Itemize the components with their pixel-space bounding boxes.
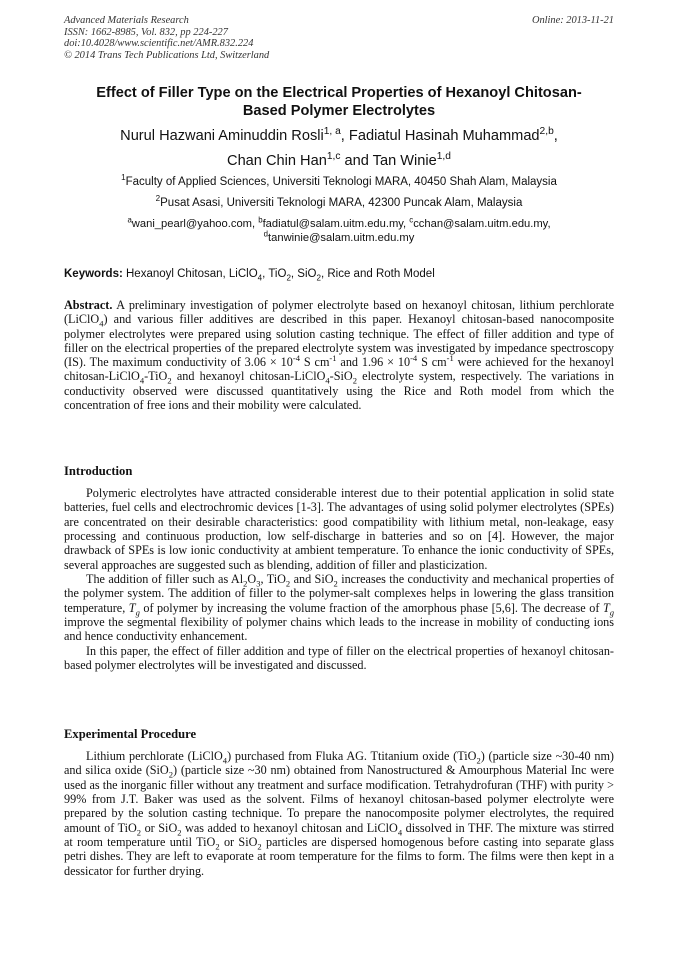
abstract-text: A preliminary investigation of polymer electrolyte based on hexanoyl chitosan, lithium perchlorate (LiClO bbox=[64, 298, 614, 327]
affiliation-2 bbox=[64, 196, 614, 211]
abstract-text: and hexanoyl chitosan-LiClO bbox=[171, 369, 326, 384]
journal-name: Advanced Materials Research bbox=[64, 15, 189, 26]
author-line-1 bbox=[64, 124, 614, 149]
intro-text: improve the segmental flexibility of polymer chains which leads to the increase in mobility of conducting ions and hence conductivity enhancement. bbox=[64, 615, 614, 644]
keyword-sub: 2 bbox=[316, 273, 321, 283]
online-date: Online: 2013-11-21 bbox=[531, 15, 614, 26]
exp-sub: 2 bbox=[177, 827, 182, 838]
abstract-sup: -1 bbox=[329, 353, 337, 364]
email-d[interactable]: tanwinie@salam.uitm.edu.my bbox=[268, 232, 415, 244]
affiliation-1-text: Faculty of Applied Sciences, Universiti Teknologi MARA, 40450 Shah Alam, Malaysia bbox=[125, 176, 557, 188]
author-line-2 bbox=[64, 149, 614, 174]
intro-text: increases the conductivity and mechanical properties of the polymer system. The addition of filler to the polymer-salt complexes helps in lowering the glass transition temperature, bbox=[64, 572, 615, 615]
tg-sub: g bbox=[609, 607, 614, 618]
abstract-sub: 4 bbox=[325, 375, 330, 386]
exp-text: was added to hexanoyl chitosan and LiClO bbox=[181, 820, 398, 835]
exp-text: or SiO bbox=[141, 820, 178, 835]
tg-symbol: T bbox=[128, 600, 136, 615]
exp-text: ) purchased from Fluka AG. Ttitanium oxide (TiO bbox=[227, 749, 477, 763]
journal-header bbox=[64, 15, 269, 62]
author-and: and bbox=[340, 153, 373, 169]
intro-text: The addition of filler such as Al bbox=[86, 572, 244, 587]
experimental-body bbox=[64, 749, 614, 878]
author-1-sup: 1, a bbox=[323, 126, 341, 138]
copyright-line: © 2014 Trans Tech Publications Ltd, Switzerland bbox=[64, 50, 270, 62]
author-2-sup: 2,b bbox=[539, 126, 554, 138]
affiliation-2-text: Pusat Asasi, Universiti Teknologi MARA, 42300 Puncak Alam, Malaysia bbox=[160, 197, 523, 209]
intro-sub: 2 bbox=[285, 578, 291, 589]
author-list bbox=[64, 124, 614, 174]
introduction-heading: Introduction bbox=[64, 464, 133, 478]
intro-paragraph-1: Polymeric electrolytes have attracted considerable interest due to their potential application in solid state batteries, fuel cells and electrochromic devices [1-3]. The advantages of using solid polymer electrolytes (SPEs) are concentrated on their desirable characteristics: good compatibility with lithium metal, non-leakage, easy processing and continuous production, low self-discharge in batteries and so on [4]. However, the major drawback of SPEs is low ionic conductivity at ambient temperature. To enhance the ionic conductivity of SPEs, several approaches are suggested such as blending, addition of filler and plasticization. bbox=[64, 486, 614, 572]
keyword-sub: 4 bbox=[257, 273, 263, 283]
author-1: Nurul Hazwani Aminuddin Rosli bbox=[120, 128, 324, 144]
abstract-sub: 4 bbox=[99, 318, 104, 329]
author-sep: , bbox=[553, 128, 558, 144]
author-3-sup: 1,c bbox=[326, 151, 341, 163]
emails-line-2 bbox=[64, 231, 614, 245]
author-4-sup: 1,d bbox=[436, 151, 451, 163]
abstract bbox=[64, 298, 614, 412]
keyword-text: , SiO bbox=[290, 268, 317, 280]
tg-symbol: T bbox=[602, 600, 610, 615]
exp-sub: 2 bbox=[215, 841, 220, 852]
intro-text: and SiO bbox=[290, 572, 334, 587]
author-4: Tan Winie bbox=[372, 153, 437, 169]
abstract-text: S cm bbox=[299, 355, 330, 370]
experimental-paragraph bbox=[64, 749, 614, 878]
affiliation-1 bbox=[64, 175, 614, 190]
affiliation-1-sup: 1 bbox=[121, 173, 126, 183]
email-a-sup: a bbox=[127, 215, 132, 225]
email-b-sup: b bbox=[258, 215, 263, 225]
abstract-sub: 2 bbox=[167, 375, 172, 386]
paper-title bbox=[64, 84, 614, 120]
exp-sub: 2 bbox=[168, 769, 173, 780]
keyword-text: , TiO bbox=[262, 268, 287, 280]
issn-line: ISSN: 1662-8985, Vol. 832, pp 224-227 bbox=[64, 26, 228, 38]
keyword-sub: 2 bbox=[286, 273, 291, 283]
exp-sub: 4 bbox=[397, 827, 403, 838]
title-line-1: Effect of Filler Type on the Electrical Properties of Hexanoyl Chitosan- bbox=[96, 85, 582, 101]
intro-sub: 2 bbox=[333, 578, 338, 589]
author-2: Fadiatul Hasinah Muhammad bbox=[348, 128, 540, 144]
keyword-text: Hexanoyl Chitosan, LiClO bbox=[122, 268, 258, 280]
exp-text: or SiO bbox=[219, 835, 258, 850]
emails-line-1 bbox=[64, 217, 614, 231]
author-3: Chan Chin Han bbox=[227, 153, 327, 169]
keyword-text: , Rice and Roth Model bbox=[320, 268, 435, 280]
abstract-text: -TiO bbox=[144, 369, 168, 384]
email-c-sup: c bbox=[409, 215, 414, 225]
abstract-sub: 4 bbox=[139, 375, 145, 386]
exp-text: ) (particle size ~30 nm) obtained from Nanostructured & Amourphous Material Inc were used as the inorganic filler without any treatment and surface modification. Tetrahydrofuran (THF) with purity > 99% from J.T. Baker was used as the solvent. Films of hexanoyl chitosan-based polymer electrolyte were prepared by the solution casting technique. To prepare the nanocomposite polymer electrolytes, the required amount of TiO bbox=[64, 763, 615, 835]
exp-text: dissolved in THF. The mixture was stirred at room temperature until TiO bbox=[64, 820, 614, 850]
abstract-label: Abstract. bbox=[64, 298, 113, 312]
author-emails bbox=[64, 217, 614, 245]
abstract-text: and 1.96 × 10 bbox=[336, 355, 411, 370]
abstract-text: S cm bbox=[417, 355, 447, 370]
exp-sub: 4 bbox=[222, 755, 228, 766]
keywords-line bbox=[64, 267, 614, 281]
tg-sub: g bbox=[135, 607, 140, 618]
email-d-sup: d bbox=[263, 229, 269, 239]
abstract-sup: -4 bbox=[292, 353, 300, 364]
exp-sub: 2 bbox=[136, 827, 142, 838]
intro-sub: 3 bbox=[256, 578, 261, 589]
exp-text: ) (particle size ~30-40 nm) and silica oxide (SiO bbox=[64, 749, 614, 778]
abstract-sub: 2 bbox=[352, 375, 357, 386]
intro-text: O bbox=[247, 572, 257, 587]
exp-text: Lithium perchlorate (LiClO bbox=[86, 749, 223, 763]
exp-sub: 2 bbox=[257, 841, 262, 852]
intro-paragraph-2 bbox=[64, 572, 614, 644]
intro-paragraph-3: In this paper, the effect of filler addition and type of filler on the electrical properties of hexanoyl chitosan-based polymer electrolytes will be investigated and discussed. bbox=[64, 643, 614, 673]
abstract-text: were achieved for the hexanoyl chitosan-LiClO bbox=[64, 355, 614, 384]
author-sep: , bbox=[340, 128, 345, 144]
intro-sub: 2 bbox=[243, 578, 248, 589]
abstract-text: -SiO bbox=[329, 369, 353, 384]
exp-sub: 2 bbox=[476, 755, 481, 766]
exp-text: particles are dispersed homogenous before casting into separate glass petri dishes. They are left to evaporate at room temperature for the films to form. The films were then kept in a dessicator for further drying. bbox=[64, 835, 614, 878]
intro-text: of polymer by increasing the volume fraction of the amorphous phase [5,6]. The decrease of bbox=[139, 600, 603, 615]
email-b[interactable]: fadiatul@salam.uitm.edu.my, bbox=[262, 218, 410, 230]
experimental-heading: Experimental Procedure bbox=[64, 727, 197, 741]
email-a[interactable]: wani_pearl@yahoo.com, bbox=[131, 218, 259, 230]
intro-text: , TiO bbox=[260, 572, 286, 587]
affiliation-2-sup: 2 bbox=[155, 194, 161, 204]
email-c[interactable]: cchan@salam.uitm.edu.my, bbox=[413, 218, 551, 230]
abstract-text: electrolyte system, respectively. The variations in conductivity observed were discussed quantitatively using the Rice and Roth model from which the concentration of free ions and their mobility were calculated. bbox=[64, 369, 615, 413]
abstract-text: ) and various filler additives are described in this paper. Hexanoyl chitosan-based nanocomposite polymer electrolytes were prepared using solution casting technique. The effect of filler addition and type of filler on the electrical properties of the prepared electrolyte system was investigated by impedance spectroscopy (IS). The maximum conductivity of 3.06 × 10 bbox=[64, 312, 614, 370]
abstract-sup: -4 bbox=[410, 353, 418, 364]
introduction-body bbox=[64, 486, 614, 672]
title-line-2: Based Polymer Electrolytes bbox=[242, 103, 436, 119]
doi-line: doi:10.4028/www.scientific.net/AMR.832.224 bbox=[64, 38, 254, 50]
abstract-sup: -1 bbox=[446, 353, 454, 364]
keywords-label: Keywords: bbox=[64, 268, 123, 280]
